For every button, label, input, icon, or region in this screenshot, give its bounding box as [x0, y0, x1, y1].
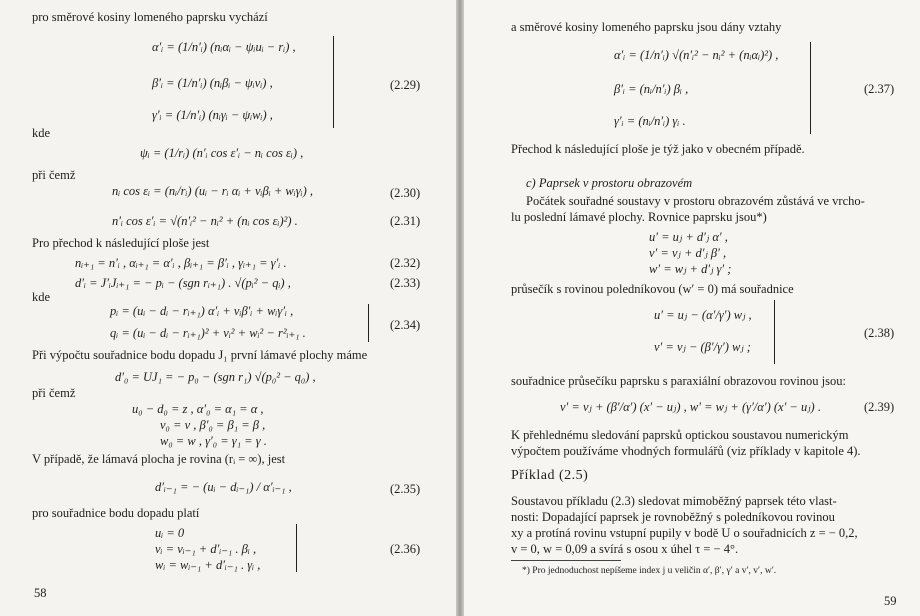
- text-line: V případě, že lámavá plocha je rovina (rᵢ = ∞), jest: [32, 452, 286, 466]
- equation-number: (2.29): [390, 78, 421, 92]
- equation-line: vᵢ = vᵢ₋₁ + d′ᵢ₋₁ . βᵢ ,: [155, 542, 257, 556]
- page-number: 58: [34, 586, 47, 600]
- equation-number: (2.35): [390, 482, 421, 496]
- text-line: Počátek souřadné soustavy v prostoru obrazovém zůstává ve vrcho-: [526, 194, 865, 208]
- equation-number: (2.31): [390, 214, 421, 228]
- text-line: K přehlednému sledování paprsků optickou soustavou numerickým: [511, 428, 849, 442]
- equation-line: γ′ᵢ = (nᵢ/n′ᵢ) γᵢ .: [614, 114, 686, 128]
- equation-line: v′ = vⱼ + d′ⱼ β′ ,: [649, 246, 727, 260]
- equation-line: v′ = vⱼ − (β′/γ′) wⱼ ;: [654, 340, 751, 354]
- equation-line: nᵢ cos εᵢ = (nᵢ/rᵢ) (uᵢ − rᵢ αᵢ + vᵢβᵢ + wᵢγᵢ) ,: [112, 184, 314, 198]
- equation-line: γ′ᵢ = (1/n′ᵢ) (nᵢγᵢ − ψᵢwᵢ) ,: [152, 108, 273, 122]
- book-gutter: [456, 0, 464, 616]
- footnote-rule: [511, 560, 621, 561]
- text-line: Při výpočtu souřadnice bodu dopadu J₁ první lámavé plochy máme: [32, 348, 368, 362]
- equation-line: β′ᵢ = (nᵢ/n′ᵢ) βᵢ ,: [614, 82, 689, 96]
- text-line: v = 0, w = 0,09 a svírá s osou x úhel τ = − 4°.: [511, 542, 739, 556]
- text-line: a směrové kosiny lomeného paprsku jsou dány vztahy: [511, 20, 782, 34]
- text-line: Pro přechod k následující ploše jest: [32, 236, 210, 250]
- equation-line: u′ = uⱼ − (α′/γ′) wⱼ ,: [654, 308, 752, 322]
- equation-number: (2.39): [864, 400, 895, 414]
- text-line: Přechod k následující ploše je týž jako v obecném případě.: [511, 142, 805, 156]
- text-line: výpočtem používáme vhodných formulářů (viz příklady v kapitole 4).: [511, 444, 861, 458]
- text-line: při čemž: [32, 168, 76, 182]
- equation-line: d′₀ = UJ₁ = − p₀ − (sgn r₁) √(p₀² − q₀) ,: [115, 370, 316, 384]
- footnote: *) Pro jednoduchost nepíšeme index j u veličin α′, β′, γ′ a v′, v′, w′.: [522, 566, 777, 576]
- equation-line: α′ᵢ = (1/n′ᵢ) (nᵢαᵢ − ψᵢuᵢ − rᵢ) ,: [152, 40, 296, 54]
- equation-brace: [774, 300, 775, 364]
- equation-number: (2.30): [390, 186, 421, 200]
- equation-number: (2.33): [390, 276, 421, 290]
- section-heading: c) Paprsek v prostoru obrazovém: [526, 176, 693, 190]
- equation-number: (2.38): [864, 326, 895, 340]
- equation-number: (2.32): [390, 256, 421, 270]
- text-line: pro směrové kosiny lomeného paprsku vychází: [32, 10, 268, 24]
- equation-number: (2.34): [390, 318, 421, 332]
- equation-line: uᵢ = 0: [155, 526, 185, 540]
- equation-line: d′ᵢ₋₁ = − (uᵢ − dᵢ₋₁) / α′ᵢ₋₁ ,: [155, 480, 292, 494]
- text-line: xy a protíná rovinu vstupní pupily v bodě U o souřadnicích z = − 0,2,: [511, 526, 858, 540]
- equation-brace: [810, 42, 811, 134]
- text-line: pro souřadnice bodu dopadu platí: [32, 506, 200, 520]
- page-number: 59: [884, 594, 897, 608]
- equation-line: u₀ − d₀ = z , α′₀ = α₁ = α ,: [132, 402, 264, 416]
- equation-line: β′ᵢ = (1/n′ᵢ) (nᵢβᵢ − ψᵢvᵢ) ,: [152, 76, 273, 90]
- right-page: [464, 0, 920, 616]
- equation-line: w₀ = w , γ′₀ = γ₁ = γ .: [160, 434, 267, 448]
- equation-line: d′ᵢ = J′ᵢJᵢ₊₁ = − pᵢ − (sgn rᵢ₊₁) . √(pᵢ² − qᵢ) ,: [75, 276, 291, 290]
- equation-line: u′ = uⱼ + d′ⱼ α′ ,: [649, 230, 728, 244]
- equation-line: n′ᵢ cos ε′ᵢ = √(n′ᵢ² − nᵢ² + (nᵢ cos εᵢ)²) .: [112, 214, 298, 228]
- equation-line: v′ = vⱼ + (β′/α′) (x′ − uⱼ) , w′ = wⱼ + (γ′/α′) (x′ − uⱼ) .: [560, 400, 821, 414]
- text-line: průsečík s rovinou poledníkovou (w′ = 0) má souřadnice: [511, 282, 794, 296]
- equation-line: qᵢ = (uᵢ − dᵢ − rᵢ₊₁)² + vᵢ² + wᵢ² − r²ᵢ₊₁ .: [110, 326, 306, 340]
- text-line: kde: [32, 290, 51, 304]
- text-line: při čemž: [32, 386, 76, 400]
- text-line: Soustavou příkladu (2.3) sledovat mimoběžný paprsek této vlast-: [511, 494, 837, 508]
- left-page: [0, 0, 456, 616]
- text-line: kde: [32, 126, 51, 140]
- equation-brace: [368, 304, 369, 342]
- equation-number: (2.37): [864, 82, 895, 96]
- equation-line: w′ = wⱼ + d′ⱼ γ′ ;: [649, 262, 732, 276]
- equation-line: α′ᵢ = (1/n′ᵢ) √(n′ᵢ² − nᵢ² + (nᵢαᵢ)²) ,: [614, 48, 779, 62]
- text-line: lu poslední lámavé plochy. Rovnice paprsku jsou*): [511, 210, 767, 224]
- equation-line: ψᵢ = (1/rᵢ) (n′ᵢ cos ε′ᵢ − nᵢ cos εᵢ) ,: [140, 146, 304, 160]
- equation-line: v₀ = v , β′₀ = β₁ = β ,: [160, 418, 266, 432]
- text-line: souřadnice průsečíku paprsku s paraxiální obrazovou rovinou jsou:: [511, 374, 846, 388]
- equation-line: wᵢ = wᵢ₋₁ + d′ᵢ₋₁ . γᵢ ,: [155, 558, 261, 572]
- text-line: nosti: Dopadající paprsek je rovnoběžný s poledníkovou rovinou: [511, 510, 835, 524]
- equation-number: (2.36): [390, 542, 421, 556]
- equation-line: nᵢ₊₁ = n′ᵢ , αᵢ₊₁ = α′ᵢ , βᵢ₊₁ = β′ᵢ , γᵢ₊₁ = γ′ᵢ .: [75, 256, 287, 270]
- example-heading: Příklad (2.5): [511, 468, 589, 483]
- equation-line: pᵢ = (uᵢ − dᵢ − rᵢ₊₁) α′ᵢ + vᵢβ′ᵢ + wᵢγ′ᵢ ,: [110, 304, 294, 318]
- equation-brace: [333, 36, 334, 128]
- equation-brace: [296, 524, 297, 572]
